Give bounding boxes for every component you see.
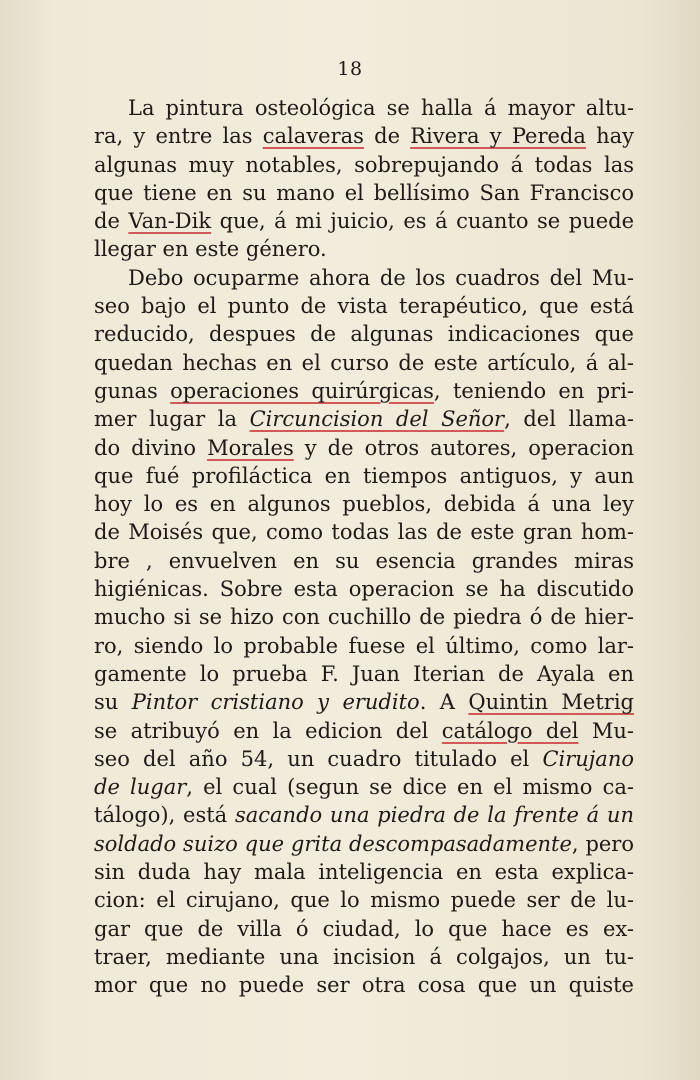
- text-segment: . A: [419, 690, 469, 715]
- text-segment: quedan hechas en el curso de este artículo, á al-: [94, 350, 634, 375]
- text-segment: que tiene en su mano el bellísimo San Francisco: [94, 180, 634, 205]
- text-segment: do divino: [94, 435, 208, 460]
- text-line: [94, 462, 634, 490]
- italic-phrase: de lugar: [94, 775, 187, 800]
- text-segment: de Moisés que, como todas las de este gran hom-: [94, 520, 634, 545]
- text-segment: llegar en este género.: [94, 237, 327, 262]
- text-line: [94, 688, 634, 716]
- underlined-phrase: Morales: [207, 435, 294, 460]
- text-segment: seo del año 54, un cuadro titulado el: [94, 746, 543, 771]
- italic-phrase: Cirujano: [542, 746, 634, 771]
- text-segment: hoy lo es en algunos pueblos, debida á una ley: [94, 492, 634, 517]
- text-segment: La pintura osteológica se halla á mayor altu-: [128, 96, 634, 120]
- text-segment: algunas muy notables, sobrepujando á todas las: [94, 152, 634, 177]
- text-segment: ra, y entre las: [94, 124, 263, 149]
- text-segment: seo bajo el punto de vista terapéutico, que está: [94, 294, 634, 319]
- text-segment: que fué profiláctica en tiempos antiguos, y aun: [94, 463, 634, 488]
- text-segment: , el cual (segun se dice en el mismo ca-: [186, 775, 634, 800]
- text-line: [94, 632, 634, 660]
- text-segment: gar que de villa ó ciudad, lo que hace es ex-: [94, 916, 634, 941]
- text-segment: mucho si se hizo con cuchillo de piedra ó de hier-: [94, 605, 634, 630]
- italic-phrase: sacando una piedra de la frente á un: [234, 803, 634, 828]
- text-line: [94, 179, 634, 207]
- text-segment: reducido, despues de algunas indicaciones que: [94, 322, 634, 347]
- italic-phrase: soldado suizo que grita descompasadamente: [94, 831, 572, 856]
- underlined-phrase: Quintin Metrig: [468, 690, 634, 715]
- text-segment: gunas: [94, 378, 171, 403]
- text-segment: Mu-: [578, 718, 634, 743]
- text-line: [94, 830, 634, 858]
- text-segment: se atribuyó en la edicion del: [94, 718, 442, 743]
- italic-phrase: Pintor cristiano y erudito: [131, 690, 420, 715]
- text-segment: gamente lo prueba F. Juan Iterian de Ayala en: [94, 661, 634, 686]
- text-line: [94, 915, 634, 943]
- text-segment: , teniendo en pri-: [433, 378, 634, 403]
- text-line: [94, 320, 634, 348]
- text-line: [94, 292, 634, 320]
- text-segment: bre , envuelven en su esencia grandes miras: [94, 548, 634, 573]
- text-line: [94, 207, 634, 235]
- underlined-phrase: Rivera y Pereda: [410, 124, 586, 149]
- text-segment: cion: el cirujano, que lo mismo puede ser de lu-: [94, 888, 634, 913]
- text-line: [94, 377, 634, 405]
- text-line: [94, 235, 634, 263]
- text-line: [94, 405, 634, 433]
- text-segment: , pero: [571, 831, 634, 856]
- text-line: [94, 151, 634, 179]
- underlined-phrase: operaciones quirúrgicas: [170, 378, 434, 403]
- text-segment: su: [94, 690, 132, 715]
- text-segment: higiénicas. Sobre esta operacion se ha discutido: [94, 577, 634, 602]
- text-line: [94, 717, 634, 745]
- text-segment: Debo ocuparme ahora de los cuadros del Mu-: [128, 265, 634, 290]
- text-line: [94, 971, 634, 999]
- underlined-phrase: calaveras: [262, 124, 364, 149]
- page-number: 18: [337, 58, 363, 80]
- text-line: [94, 773, 634, 801]
- text-line: [94, 122, 634, 150]
- text-line: [94, 349, 634, 377]
- text-segment: tálogo), está: [94, 803, 235, 828]
- text-line: [94, 490, 634, 518]
- text-segment: y de otros autores, operacion: [293, 435, 634, 460]
- text-line: [94, 264, 634, 292]
- text-line: [94, 575, 634, 603]
- text-line: [94, 94, 634, 122]
- text-segment: hay: [585, 124, 634, 149]
- text-line: [94, 603, 634, 631]
- text-segment: sin duda hay mala inteligencia en esta explica-: [94, 860, 634, 885]
- text-line: [94, 943, 634, 971]
- text-segment: ro, siendo lo probable fuese el último, como lar-: [94, 633, 634, 658]
- text-segment: de: [94, 209, 129, 234]
- text-segment: , del llama-: [504, 407, 634, 432]
- underlined-phrase: Van-Dik: [128, 209, 212, 234]
- text-segment: traer, mediante una incision á colgajos, un tu-: [94, 944, 634, 969]
- underlined-phrase: Circuncision del Señor: [249, 407, 505, 432]
- text-line: [94, 434, 634, 462]
- text-line: [94, 886, 634, 914]
- text-segment: de: [363, 124, 411, 149]
- underlined-phrase: catálogo del: [441, 718, 579, 743]
- text-segment: que, á mi juicio, es á cuanto se puede: [211, 209, 634, 234]
- text-segment: mer lugar la: [94, 407, 250, 432]
- text-line: [94, 858, 634, 886]
- body-text: [94, 94, 634, 1000]
- text-line: [94, 518, 634, 546]
- text-line: [94, 801, 634, 829]
- text-line: [94, 660, 634, 688]
- text-line: [94, 745, 634, 773]
- text-segment: mor que no puede ser otra cosa que un quiste: [94, 973, 634, 998]
- text-line: [94, 547, 634, 575]
